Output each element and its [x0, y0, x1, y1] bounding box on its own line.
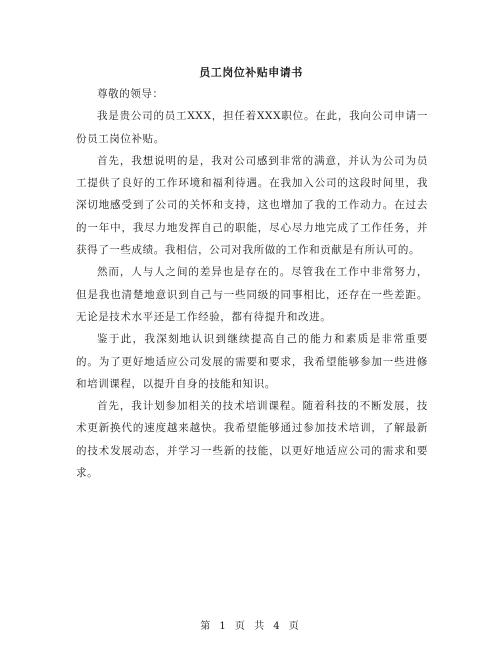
paragraph-improvement: 鉴于此，我深刻地认识到继续提高自己的能力和素质是非常重要的。为了更好地适应公司发展的需要和要求，我希望能够参加一些进修和培训课程，以提升自身的技能和知识。 — [76, 333, 428, 390]
paragraph-gap: 然而，人与人之间的差异也是存在的。尽管我在工作中非常努力，但是我也清楚地意识到自己与一些同级的同事相比，还存在一些差距。无论是技术水平还是工作经验，都有待提升和改进。 — [76, 266, 428, 323]
salutation: 尊敬的领导： — [97, 88, 164, 100]
paragraph-training-plan: 首先，我计划参加相关的技术培训课程。随着科技的不断发展，技术更新换代的速度越来越快。我希望能够通过参加技术培训，了解最新的技术发展动态，并学习一些新的技能，以更好地适应公司的需求和要求。 — [76, 400, 428, 480]
page-number-footer: 第 1 页 共 4 页 — [200, 621, 302, 632]
paragraph-intro: 我是贵公司的员工XXX，担任着XXX职位。在此，我向公司申请一份员工岗位补贴。 — [76, 110, 428, 145]
document-title: 员工岗位补贴申请书 — [199, 66, 303, 79]
paragraph-satisfaction: 首先，我想说明的是，我对公司感到非常的满意，并认为公司为员工提供了良好的工作环境和福利待遇。在我加入公司的这段时间里，我深切地感受到了公司的关怀和支持，这也增加了我的工作动力。在过去的一年中，我尽力地发挥自己的职能，尽心尽力地完成了工作任务，并获得了一些成绩。我相信，公司对我所做的工作和贡献是有所认可的。 — [76, 154, 428, 257]
document-body — [76, 83, 428, 484]
